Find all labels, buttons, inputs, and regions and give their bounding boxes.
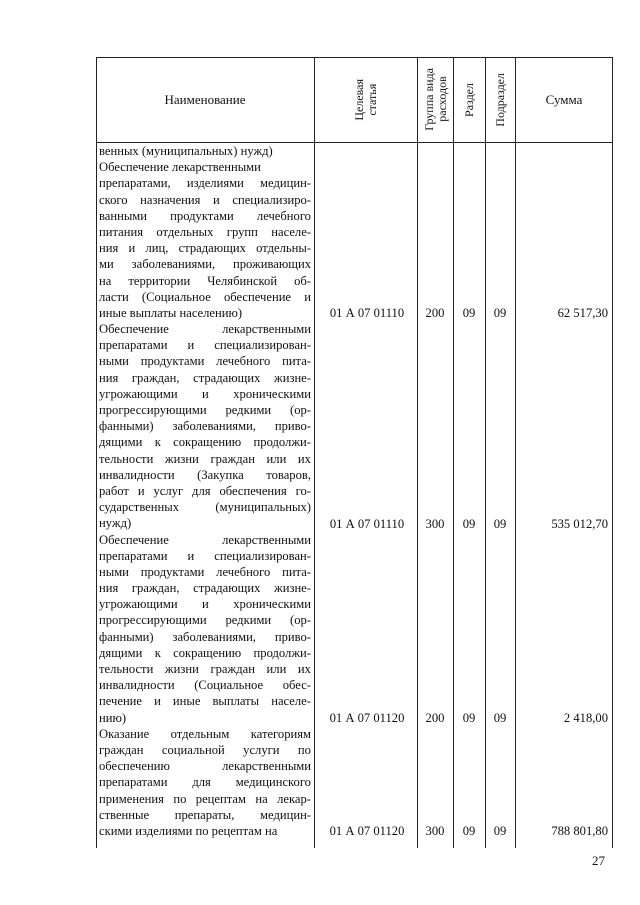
name-line: иные выплаты населению) bbox=[99, 305, 243, 320]
section-value: 09 bbox=[462, 824, 476, 839]
expense-group-value: 200 bbox=[425, 711, 445, 725]
header-target-article: Целевая статья bbox=[352, 78, 379, 121]
header-name-cell bbox=[96, 57, 314, 142]
name-line: ского назначения и специализиро- bbox=[99, 192, 311, 207]
name-line: работ и услуг для обеспечения го- bbox=[99, 483, 311, 498]
name-line: нию) bbox=[99, 710, 127, 725]
column-border bbox=[453, 57, 454, 848]
section-value: 09 bbox=[462, 516, 476, 531]
target-article-value: 01 А 07 01120 bbox=[329, 711, 405, 725]
name-line: нужд) bbox=[99, 516, 132, 531]
name-line: фанными) заболеваниями, приво- bbox=[99, 419, 311, 434]
name-line: Обеспечение лекарственными bbox=[99, 532, 311, 547]
subsection-value: 09 bbox=[493, 711, 507, 725]
section-value: 09 bbox=[462, 306, 476, 320]
name-line: печение и иные выплаты населе- bbox=[99, 694, 311, 709]
name-line: ния граждан, страдающих жизне- bbox=[99, 370, 311, 385]
name-line: ласти (Социальное обеспечение и bbox=[99, 289, 311, 304]
target-article-value: 01 А 07 01120 bbox=[329, 824, 405, 839]
header-section-cell bbox=[454, 57, 485, 142]
name-line: инвалидности (Закупка товаров, bbox=[99, 467, 311, 482]
name-line: граждан социальной услуги по bbox=[99, 742, 311, 757]
name-line: препаратами, изделиями медицин- bbox=[99, 176, 311, 191]
subsection-value: 09 bbox=[493, 306, 507, 320]
name-line: препаратами для медицинского bbox=[99, 775, 311, 790]
name-line: обеспечению лекарственными bbox=[99, 759, 311, 774]
subsection-value: 09 bbox=[493, 824, 507, 839]
name-line: ния граждан, страдающих жизне- bbox=[99, 581, 311, 596]
target-article-value: 01 А 07 01110 bbox=[329, 516, 405, 531]
expense-group-value: 300 bbox=[425, 516, 445, 531]
sum-value: 2 418,00 bbox=[563, 711, 608, 725]
name-line: применения по рецептам на лекар- bbox=[99, 791, 311, 806]
name-line: ния и лиц, страдающих отдельны- bbox=[99, 241, 311, 256]
column-border bbox=[485, 57, 486, 848]
name-line: ванными продуктами лечебного bbox=[99, 208, 311, 223]
name-line: угрожающими и хроническими bbox=[99, 386, 311, 401]
column-border bbox=[314, 57, 315, 848]
name-line: ми заболеваниями, проживающих bbox=[99, 257, 311, 272]
header-section: Раздел bbox=[462, 82, 476, 117]
name-line: прогрессирующими редкими (ор- bbox=[99, 403, 311, 417]
target-article-value: 01 А 07 01110 bbox=[329, 306, 405, 320]
expense-group-value: 300 bbox=[425, 824, 445, 839]
sum-value: 788 801,80 bbox=[551, 824, 608, 839]
subsection-value: 09 bbox=[493, 516, 507, 531]
header-target-article-cell bbox=[315, 57, 417, 142]
name-line: инвалидности (Социальное обес- bbox=[99, 678, 311, 693]
header-expense-group: Группа вида расходов bbox=[421, 68, 449, 131]
column-border bbox=[515, 57, 516, 848]
name-line: Оказание отдельным категориям bbox=[99, 726, 311, 741]
name-line: сударственных (муниципальных) bbox=[99, 500, 311, 515]
name-line: прогрессирующими редкими (ор- bbox=[99, 613, 311, 628]
header-expense-group-cell bbox=[418, 57, 453, 142]
header-name: Наименование bbox=[164, 91, 246, 107]
section-value: 09 bbox=[462, 711, 476, 725]
header-sum-cell bbox=[516, 57, 612, 142]
name-line: тельности жизни граждан или их bbox=[99, 451, 311, 466]
name-line: препаратами и специализирован- bbox=[99, 338, 311, 353]
name-line: ными продуктами лечебного пита- bbox=[99, 354, 311, 369]
header-subsection-cell bbox=[486, 57, 515, 142]
name-line: Обеспечение лекарственными bbox=[99, 160, 261, 175]
name-line: питания отдельных групп населе- bbox=[99, 224, 311, 239]
name-line: тельности жизни граждан или их bbox=[99, 662, 311, 676]
name-line: ственные препараты, медицин- bbox=[99, 807, 311, 822]
page-number: 27 bbox=[592, 853, 605, 868]
name-line: фанными) заболеваниями, приво- bbox=[99, 629, 311, 644]
name-line: скими изделиями по рецептам на bbox=[99, 823, 278, 838]
sum-value: 62 517,30 bbox=[557, 306, 608, 320]
name-column bbox=[99, 143, 311, 839]
name-line: дящими к сокращению продолжи- bbox=[99, 645, 311, 660]
budget-table bbox=[96, 57, 613, 848]
name-line: на территории Челябинской об- bbox=[99, 273, 311, 288]
column-border bbox=[96, 57, 97, 848]
name-line: Обеспечение лекарственными bbox=[99, 322, 311, 337]
column-border bbox=[417, 57, 418, 848]
name-line: дящими к сокращению продолжи- bbox=[99, 435, 311, 450]
name-line: ными продуктами лечебного пита- bbox=[99, 564, 311, 579]
column-border bbox=[612, 57, 613, 848]
name-line: угрожающими и хроническими bbox=[99, 597, 311, 612]
sum-value: 535 012,70 bbox=[551, 516, 608, 531]
expense-group-value: 200 bbox=[425, 306, 445, 320]
name-line: препаратами и специализирован- bbox=[99, 548, 311, 563]
header-sum: Сумма bbox=[545, 91, 583, 107]
header-subsection: Подраздел bbox=[493, 72, 507, 127]
name-line: венных (муниципальных) нужд) bbox=[99, 144, 273, 158]
